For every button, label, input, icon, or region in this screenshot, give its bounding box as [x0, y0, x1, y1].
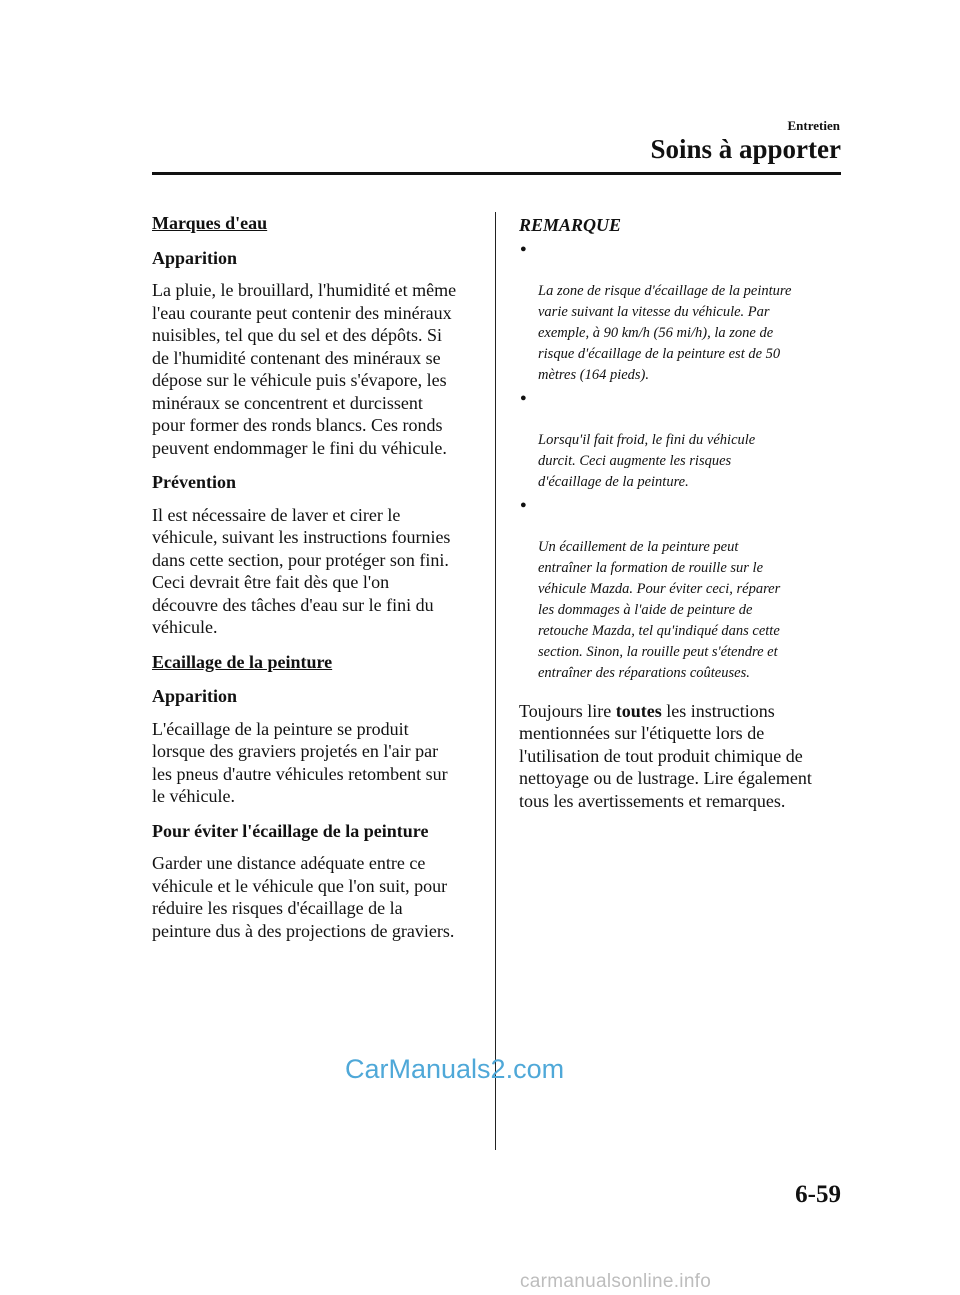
- note-item: [519, 495, 841, 684]
- note-item: [519, 388, 841, 493]
- note-list: [519, 239, 841, 684]
- closing-paragraph: [519, 700, 841, 813]
- left-column: [152, 212, 472, 954]
- closing-emphasis: toutes: [615, 700, 662, 721]
- subheading-avoid-chipping: Pour éviter l'écaillage de la peinture: [152, 820, 429, 841]
- subheading-prevention: Prévention: [152, 472, 236, 492]
- note-text: Un écaillement de la peinture peut entraîner la formation de rouille sur le véhicule Mazda. Pour éviter ceci, réparer les dommages à l'aide de peinture de retouche Mazda, tel qu'indiqué dans cette section. Sinon, la rouille peut s'étendre et entraîner des réparations coûteuses.: [538, 538, 781, 681]
- section-heading-water-marks: Marques d'eau: [152, 213, 268, 233]
- paragraph-chipping-apparition: L'écaillage de la peinture se produit lorsque des graviers projetés en l'air par les pneus d'autre véhicules retombent sur le véhicule.: [152, 718, 448, 806]
- bullet-icon: ●: [520, 391, 527, 404]
- column-divider: [495, 212, 496, 1150]
- header-rule: [152, 172, 841, 175]
- subheading-apparition: Apparition: [152, 247, 238, 268]
- paragraph-water-apparition: La pluie, le brouillard, l'humidité et même l'eau courante peut contenir des minéraux nuisibles, tel que du sel et des dépôts. Si de l'humidité contenant des minéraux se dépose sur le véhicule puis s'évapore, les minéraux se concentrent et durcissent pour former des ronds blancs. Ces ronds peuvent endommager le fini du véhicule.: [152, 280, 457, 458]
- note-item: [519, 239, 841, 386]
- bullet-icon: ●: [520, 498, 527, 511]
- section-heading-paint-chipping: Ecaillage de la peinture: [152, 651, 333, 672]
- note-text: La zone de risque d'écaillage de la peinture varie suivant la vitesse du véhicule. Par exemple, à 90 km/h (56 mi/h), la zone de risque d'écaillage de la peinture est de 50 mètres (164 pieds).: [538, 282, 792, 383]
- header-section-label: Entretien: [787, 118, 840, 133]
- footer-watermark: carmanualsonline.info: [520, 1271, 712, 1292]
- page-number: 6-59: [795, 1181, 841, 1208]
- closing-text-end: les instructions mentionnées sur l'étiquette lors de l'utilisation de tout produit chimique de nettoyage ou de lustrage. Lire également tous les avertissements et remarques.: [519, 700, 812, 811]
- note-text: Lorsqu'il fait froid, le fini du véhicule durcit. Ceci augmente les risques d'écaillage de la peinture.: [538, 431, 756, 490]
- note-heading: REMARQUE: [519, 215, 622, 235]
- right-column: [519, 214, 841, 812]
- page-title: Soins à apporter: [650, 134, 841, 164]
- subheading-apparition: Apparition: [152, 686, 238, 706]
- closing-text-start: Toujours lire: [519, 700, 616, 721]
- watermark: CarManuals2.com: [345, 1054, 565, 1084]
- paragraph-water-prevention: Il est nécessaire de laver et cirer le véhicule, suivant les instructions fournies dans cette section, pour protéger son fini. Ceci devrait être fait dès que l'on découvre des tâches d'eau sur le fini du véhicule.: [152, 504, 451, 637]
- bullet-icon: ●: [520, 242, 527, 255]
- paragraph-avoid-chipping: Garder une distance adéquate entre ce véhicule et le véhicule que l'on suit, pour réduire les risques d'écaillage de la peinture dus à des projections de graviers.: [152, 853, 455, 941]
